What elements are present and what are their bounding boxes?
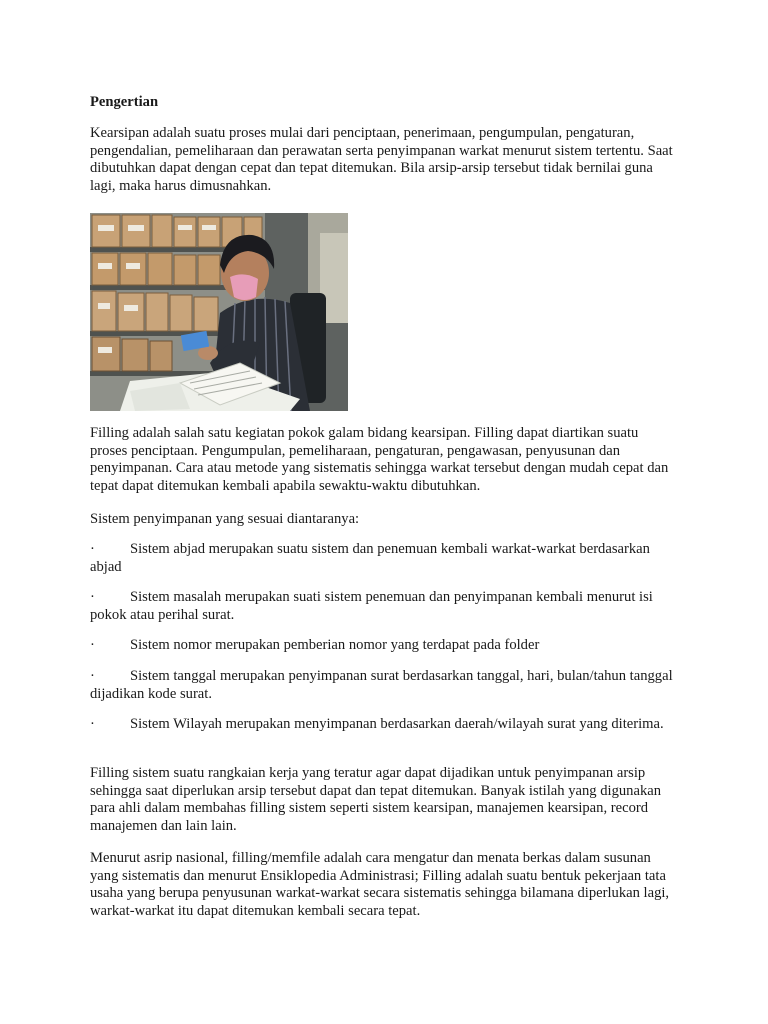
bullet-marker: · — [90, 716, 95, 732]
list-item — [90, 541, 674, 576]
bullet-marker: · — [90, 668, 95, 684]
filling-paragraph: Filling adalah salah satu kegiatan pokok galam bidang kearsipan. Filling dapat diartikan suatu proses penciptaan. Pengumpulan, pemeliharaan, pengaturan, pengawasan, penyusunan dan penyimpanan. Cara atau metode yang sistematis sehingga warkat tersebut dengan mudah cepat dan tepat dapat ditemukan kembali apabila sewaktu-waktu dibutuhkan. — [90, 425, 669, 494]
list-item — [90, 589, 674, 624]
list-item-text: Sistem Wilayah merupakan menyimpanan berdasarkan daerah/wilayah surat yang diterima. — [130, 716, 664, 732]
list-item — [90, 668, 674, 703]
list-item-text: Sistem tanggal merupakan penyimpanan surat berdasarkan tanggal, hari, bulan/tahun tanggal dijadikan kode surat. — [90, 668, 673, 702]
list-item-text: Sistem masalah merupakan suati sistem penemuan dan penyimpanan kembali menurut isi pokok atau perihal surat. — [90, 589, 653, 623]
systems-intro: Sistem penyimpanan yang sesuai diantaranya: — [90, 511, 360, 527]
national-archive-paragraph: Menurut asrip nasional, filling/memfile adalah cara mengatur dan menata berkas dalam susunan yang sistematis dan menurut Ensiklopedia Administrasi; Filling adalah suatu bentuk pekerjaan tata usaha yang berupa penyusunan warkat-warkat secara sistematis sehingga bilamana diperlukan lagi, warkat-warkat itu dapat ditemukan kembali secara tepat. — [90, 850, 670, 919]
list-item-text: Sistem nomor merupakan pemberian nomor yang terdapat pada folder — [130, 637, 540, 653]
section-heading: Pengertian — [90, 94, 159, 110]
bullet-marker: · — [90, 541, 95, 557]
filling-system-paragraph: Filling sistem suatu rangkaian kerja yang teratur agar dapat dijadikan untuk penyimpanan arsip sehingga saat diperlukan arsip tersebut dapat dan tepat ditemukan. Banyak istilah yang digunakan para ahli dalam membahas filling sistem seperti sistem kearsipan, manajemen kearsipan, record manajemen dan lain lain. — [90, 765, 662, 834]
intro-paragraph: Kearsipan adalah suatu proses mulai dari penciptaan, penerimaan, pengumpulan, pengaturan, pengendalian, pemeliharaan dan perawatan serta penyimpanan warkat menurut sistem tertentu. Saat dibutuhkan dapat dengan cepat dan tepat ditemukan. Bila arsip-arsip tersebut tidak bernilai guna lagi, maka harus dimusnahkan. — [90, 125, 673, 194]
list-item — [90, 716, 674, 734]
list-item-text: Sistem abjad merupakan suatu sistem dan penemuan kembali warkat-warkat berdasarkan abjad — [90, 541, 650, 575]
bullet-marker: · — [90, 589, 95, 605]
list-item — [90, 637, 674, 655]
archive-photo — [90, 213, 348, 411]
bullet-marker: · — [90, 637, 95, 653]
